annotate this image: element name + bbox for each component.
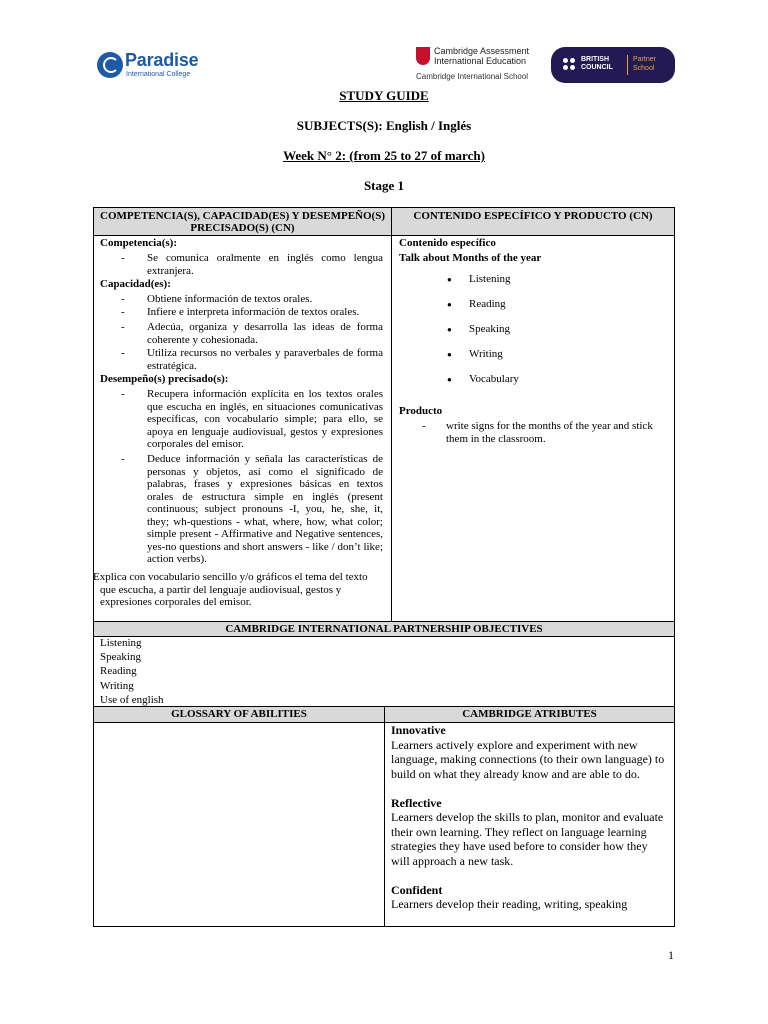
contenido-item: Writing	[469, 348, 503, 360]
week-heading: Week N° 2: (from 25 to 27 of march)	[283, 148, 485, 163]
contenido-header: CONTENIDO ESPECÍFICO Y PRODUCTO (CN)	[391, 207, 675, 236]
attribute-text: Learners develop the skills to plan, monitor and evaluate their own learning. They reflect on language learning strategies they have used before to consider how they will approach a new task.	[391, 810, 664, 868]
paradise-logo-subtitle: International College	[126, 71, 191, 78]
list-dash: -	[121, 293, 125, 305]
paradise-logo	[97, 50, 209, 82]
list-dash: -	[121, 388, 125, 400]
page-number: 1	[668, 948, 674, 962]
bullet-icon: ●	[447, 275, 452, 284]
partner-line-1: Partner	[633, 56, 656, 63]
capacidad-item: Adecúa, organiza y desarrolla las ideas de forma coherente y cohesionada.	[147, 321, 383, 346]
attribute-name: Reflective	[391, 795, 442, 810]
desempeno-item: Deduce información y señala las características de personas y objetos, así como el significado de palabras, frases y expresiones básicas en textos orales de estructura simple en inglés (present continuous; subject pronouns -I, you, he, she, it, they; wh-questions - what, where, how, what color; simple present - Affirmative and Negative sentences, yes-no questions and short answers - like / don’t like; action verbs).	[147, 453, 383, 565]
list-dash: -	[121, 252, 125, 264]
list-dash: -	[121, 347, 125, 359]
stage-heading: Stage 1	[363, 178, 405, 193]
bullet-icon: ●	[447, 375, 452, 384]
producto-item: write signs for the months of the year and stick them in the classroom.	[446, 420, 653, 445]
glossary-header: GLOSSARY OF ABILITIES	[93, 706, 385, 723]
bullet-icon: ●	[447, 300, 452, 309]
capacidad-item: Utiliza recursos no verbales y paraverbales de forma estratégica.	[147, 347, 383, 372]
partnership-header: CAMBRIDGE INTERNATIONAL PARTNERSHIP OBJECTIVES	[93, 621, 675, 637]
contenido-item: Vocabulary	[469, 373, 519, 385]
list-dash: -	[422, 420, 426, 432]
cambridge-shield-icon	[416, 47, 430, 65]
attribute-name: Innovative	[391, 723, 446, 737]
cambridge-school-text: Cambridge International School	[416, 72, 529, 81]
partnership-item: Writing	[100, 680, 134, 692]
attributes-list	[391, 723, 667, 912]
bullet-icon: ●	[447, 325, 452, 334]
explica-text-content: Explica con vocabulario sencillo y/o gráficos el tema del texto que escucha, a partir del lenguaje audiovisual, gestos y expresiones corporales del emisor.	[93, 571, 368, 608]
partner-line-2: School	[633, 65, 655, 72]
attributes-cell	[384, 722, 675, 927]
list-dash: -	[121, 453, 125, 465]
cambridge-logo	[416, 46, 544, 84]
subjects-heading: SUBJECTS(S): English / Inglés	[296, 118, 472, 133]
cambridge-logo-text	[434, 46, 529, 66]
attribute-text: Learners develop their reading, writing, speaking	[391, 897, 628, 911]
british-council-badge	[551, 47, 675, 83]
contenido-item: Reading	[469, 298, 506, 310]
bullet-icon: ●	[447, 350, 452, 359]
attributes-header: CAMBRIDGE ATRIBUTES	[384, 706, 675, 723]
british-council-dots-icon	[563, 58, 577, 72]
list-dash: -	[121, 321, 125, 333]
contenido-topic: Talk about Months of the year	[399, 252, 542, 264]
explica-text	[93, 571, 383, 609]
capacidad-item: Obtiene información de textos orales.	[147, 293, 313, 305]
list-dash: -	[121, 306, 125, 318]
page-title: STUDY GUIDE	[339, 88, 429, 103]
partnership-item: Use of english	[100, 694, 164, 706]
partner-school-text	[633, 55, 656, 73]
contenido-item: Speaking	[469, 323, 510, 335]
attribute-name: Confident	[391, 882, 443, 897]
cambridge-line-1: Cambridge Assessment	[434, 46, 530, 56]
contenido-item: Listening	[469, 273, 511, 285]
competencia-item: Se comunica oralmente en inglés como lengua extranjera.	[147, 252, 383, 277]
partnership-item: Speaking	[100, 651, 141, 663]
cambridge-line-2: International Education	[434, 56, 527, 66]
producto-label: Producto	[399, 405, 443, 417]
bc-line-2: COUNCIL	[581, 64, 613, 71]
competencias-header: COMPETENCIA(S), CAPACIDAD(ES) Y DESEMPEÑO(S) PRECISADO(S) (CN)	[93, 207, 392, 236]
partnership-item: Listening	[100, 637, 142, 649]
capacidad-item: Infiere e interpreta información de textos orales.	[147, 306, 360, 318]
capacidad-label: Capacidad(es):	[100, 278, 171, 290]
paradise-logo-name: Paradise	[125, 50, 199, 70]
competencia-label: Competencia(s):	[100, 237, 177, 249]
glossary-cell	[93, 722, 385, 927]
british-council-text	[581, 56, 613, 72]
partnership-cell	[93, 636, 675, 707]
attribute-text: Learners actively explore and experiment with new language, making connections (to their own language) to build on what they already know and are able to do.	[391, 737, 665, 781]
desempeno-label: Desempeño(s) precisado(s):	[100, 373, 229, 385]
bc-line-1: BRITISH	[581, 56, 609, 63]
paradise-logo-icon	[97, 52, 123, 78]
contenido-label: Contenido específico	[399, 237, 496, 249]
partnership-item: Reading	[100, 665, 137, 677]
badge-divider	[627, 55, 628, 75]
desempeno-item: Recupera información explícita en los textos orales que escucha en inglés, en situaciones comunicativas específicas, con vocabulario simple; para ello, se apoya en lenguaje audiovisual, gestos y expresiones corporales del emisor.	[147, 388, 383, 450]
